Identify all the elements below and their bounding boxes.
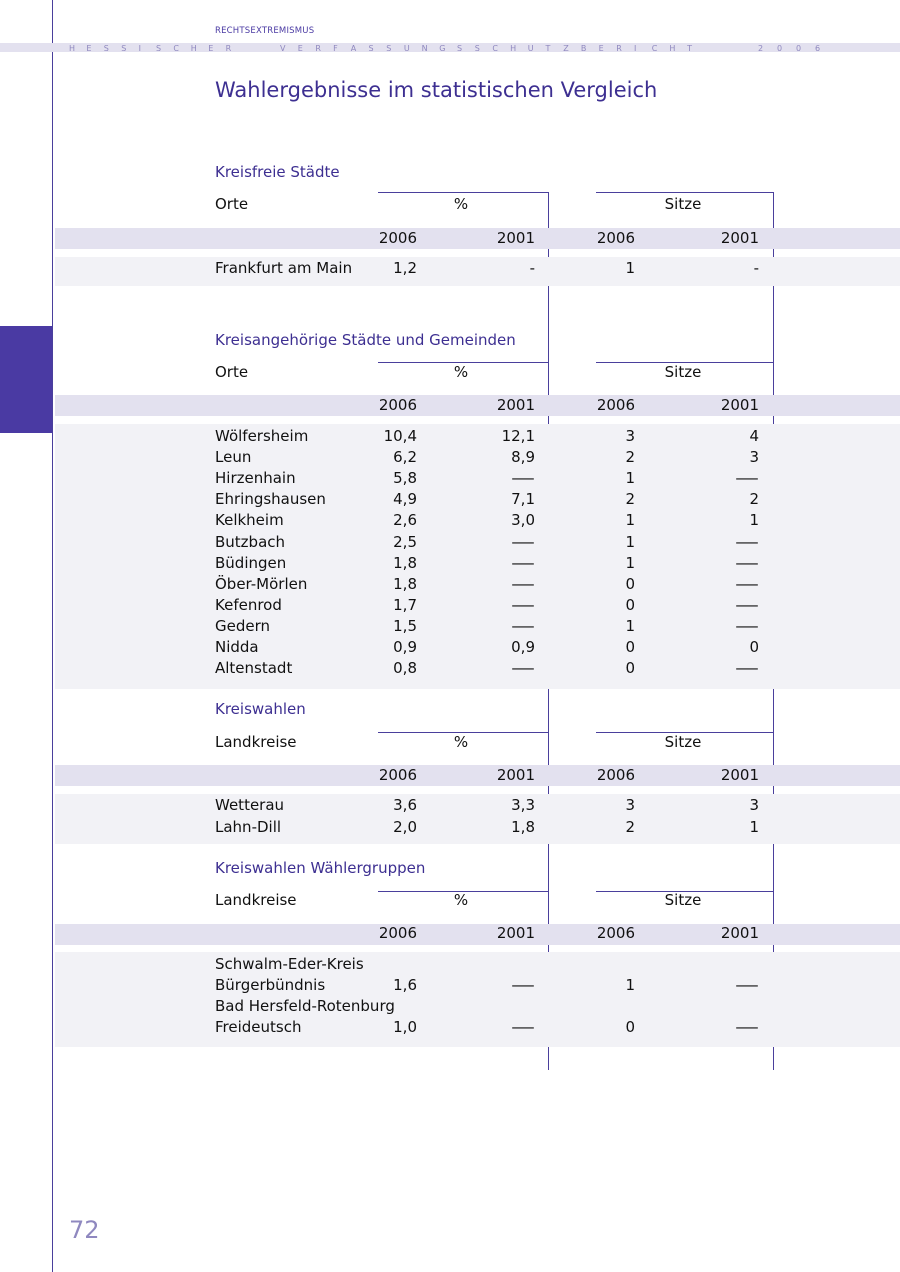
year-header: 2006 bbox=[596, 396, 635, 414]
row-value: 1 bbox=[625, 976, 635, 994]
series-title-letter: E bbox=[598, 44, 604, 53]
row-value: 3 bbox=[625, 796, 635, 814]
series-title-letter: G bbox=[439, 44, 446, 53]
year-header: 2001 bbox=[496, 924, 535, 942]
series-title-letter: H bbox=[510, 44, 517, 53]
not-available-dash: — bbox=[735, 617, 759, 635]
series-title-letter: 0 bbox=[796, 44, 802, 53]
row-value: 6,2 bbox=[393, 448, 417, 466]
row-value: 2,0 bbox=[393, 818, 417, 836]
row-value: - bbox=[753, 259, 759, 277]
section-title: Kreiswahlen Wählergruppen bbox=[215, 859, 426, 877]
year-header: 2006 bbox=[596, 229, 635, 247]
series-title-letter: S bbox=[156, 44, 162, 53]
row-label: Wetterau bbox=[215, 796, 285, 814]
row-value: 3,6 bbox=[393, 796, 417, 814]
row-label: Schwalm-Eder-Kreis bbox=[215, 955, 364, 973]
series-title-letter: V bbox=[280, 44, 286, 53]
chapter-tab bbox=[0, 326, 52, 433]
not-available-dash: — bbox=[511, 533, 535, 551]
row-label: Nidda bbox=[215, 638, 259, 656]
not-available-dash: — bbox=[735, 469, 759, 487]
row-value: 2 bbox=[625, 490, 635, 508]
row-value: 1,0 bbox=[393, 1018, 417, 1036]
year-header: 2006 bbox=[378, 766, 417, 784]
year-header: 2006 bbox=[596, 924, 635, 942]
row-value: 4,9 bbox=[393, 490, 417, 508]
running-head: RECHTSEXTREMISMUS bbox=[215, 26, 315, 36]
row-value: 1 bbox=[625, 533, 635, 551]
series-title-letter: I bbox=[138, 44, 141, 53]
series-title-letter: B bbox=[580, 44, 587, 53]
row-value: 0 bbox=[749, 638, 759, 656]
row-label: Kelkheim bbox=[215, 511, 284, 529]
series-title-letter: H bbox=[669, 44, 676, 53]
row-value: 0,9 bbox=[511, 638, 535, 656]
section-title: Kreisangehörige Städte und Gemeinden bbox=[215, 331, 516, 349]
row-label: Kefenrod bbox=[215, 596, 282, 614]
series-title-letter: R bbox=[225, 44, 232, 53]
label-column-header: Orte bbox=[215, 195, 249, 213]
series-title-letter: 2 bbox=[758, 44, 764, 53]
not-available-dash: — bbox=[735, 596, 759, 614]
row-value: 2 bbox=[749, 490, 759, 508]
pct-column-header: % bbox=[453, 363, 469, 381]
row-value: 2 bbox=[625, 818, 635, 836]
not-available-dash: — bbox=[511, 1018, 535, 1036]
row-value: 0,9 bbox=[393, 638, 417, 656]
row-value: 1,2 bbox=[393, 259, 417, 277]
seats-column-header: Sitze bbox=[664, 195, 702, 213]
year-header: 2001 bbox=[720, 924, 759, 942]
series-title-letter: 6 bbox=[815, 44, 821, 53]
row-label: Altenstadt bbox=[215, 659, 293, 677]
not-available-dash: — bbox=[511, 469, 535, 487]
not-available-dash: — bbox=[511, 976, 535, 994]
row-label: Butzbach bbox=[215, 533, 286, 551]
row-value: 0,8 bbox=[393, 659, 417, 677]
row-value: 1,6 bbox=[393, 976, 417, 994]
seats-column-header: Sitze bbox=[664, 363, 702, 381]
page-title: Wahlergebnisse im statistischen Vergleich bbox=[215, 78, 658, 102]
row-label: Frankfurt am Main bbox=[215, 259, 353, 277]
row-value: 1 bbox=[749, 511, 759, 529]
row-value: 0 bbox=[625, 659, 635, 677]
series-title-letter: H bbox=[69, 44, 76, 53]
row-value: 0 bbox=[625, 575, 635, 593]
row-label: Bad Hersfeld-Rotenburg bbox=[215, 997, 395, 1015]
row-value: 1,8 bbox=[393, 575, 417, 593]
row-value: 3,0 bbox=[511, 511, 535, 529]
row-label: Leun bbox=[215, 448, 252, 466]
year-header: 2001 bbox=[720, 396, 759, 414]
series-title-letter: Z bbox=[563, 44, 569, 53]
year-header: 2006 bbox=[378, 396, 417, 414]
pct-group-rule bbox=[378, 192, 549, 193]
year-header: 2001 bbox=[720, 766, 759, 784]
row-value: 3,3 bbox=[511, 796, 535, 814]
series-title-letter: S bbox=[386, 44, 392, 53]
seats-group-rule bbox=[596, 192, 774, 193]
series-title-letter: U bbox=[527, 44, 534, 53]
not-available-dash: — bbox=[511, 617, 535, 635]
series-title-letter: S bbox=[121, 44, 127, 53]
row-value: 1 bbox=[625, 511, 635, 529]
row-value: 2 bbox=[625, 448, 635, 466]
series-title-letter: 0 bbox=[777, 44, 783, 53]
row-value: 1,5 bbox=[393, 617, 417, 635]
not-available-dash: — bbox=[735, 659, 759, 677]
row-value: 1 bbox=[749, 818, 759, 836]
row-label: Bürgerbündnis bbox=[215, 976, 326, 994]
row-value: 3 bbox=[625, 427, 635, 445]
not-available-dash: — bbox=[511, 596, 535, 614]
series-title-letter: R bbox=[315, 44, 321, 53]
row-value: 1,8 bbox=[511, 818, 535, 836]
label-column-header: Landkreise bbox=[215, 733, 297, 751]
not-available-dash: — bbox=[735, 1018, 759, 1036]
series-title-letter: R bbox=[616, 44, 622, 53]
row-value: 8,9 bbox=[511, 448, 535, 466]
series-title-letter: S bbox=[368, 44, 374, 53]
row-label: Ehringshausen bbox=[215, 490, 326, 508]
year-header: 2001 bbox=[496, 229, 535, 247]
row-value: 0 bbox=[625, 638, 635, 656]
row-label: Büdingen bbox=[215, 554, 287, 572]
row-value: 7,1 bbox=[511, 490, 535, 508]
series-title-letter: E bbox=[297, 44, 303, 53]
row-value: 1 bbox=[625, 554, 635, 572]
not-available-dash: — bbox=[735, 976, 759, 994]
row-value: - bbox=[529, 259, 535, 277]
series-title-letter: E bbox=[208, 44, 214, 53]
margin-rule bbox=[52, 0, 53, 1272]
year-header: 2006 bbox=[596, 766, 635, 784]
series-title-letter: H bbox=[190, 44, 197, 53]
row-value: 2,5 bbox=[393, 533, 417, 551]
series-title-letter: T bbox=[687, 44, 692, 53]
seats-column-header: Sitze bbox=[664, 733, 702, 751]
row-value: 4 bbox=[749, 427, 759, 445]
year-header: 2006 bbox=[378, 229, 417, 247]
series-title-letter: S bbox=[103, 44, 109, 53]
seats-column-header: Sitze bbox=[664, 891, 702, 909]
not-available-dash: — bbox=[735, 575, 759, 593]
row-label: Lahn-Dill bbox=[215, 818, 282, 836]
series-title-letter: C bbox=[173, 44, 179, 53]
series-title-letter: S bbox=[474, 44, 480, 53]
series-title-letter: T bbox=[545, 44, 551, 53]
pct-column-header: % bbox=[453, 195, 469, 213]
row-value: 3 bbox=[749, 796, 759, 814]
series-title-letter: N bbox=[421, 44, 428, 53]
row-value: 1 bbox=[625, 617, 635, 635]
row-label: Hirzenhain bbox=[215, 469, 296, 487]
label-column-header: Orte bbox=[215, 363, 249, 381]
row-value: 3 bbox=[749, 448, 759, 466]
row-value: 1 bbox=[625, 469, 635, 487]
row-value: 12,1 bbox=[501, 427, 535, 445]
row-value: 10,4 bbox=[383, 427, 417, 445]
section-title: Kreisfreie Städte bbox=[215, 163, 340, 181]
row-value: 2,6 bbox=[393, 511, 417, 529]
series-title-letter: A bbox=[350, 44, 357, 53]
year-header: 2006 bbox=[378, 924, 417, 942]
year-header: 2001 bbox=[720, 229, 759, 247]
row-value: 0 bbox=[625, 596, 635, 614]
header-band bbox=[0, 43, 900, 52]
not-available-dash: — bbox=[735, 554, 759, 572]
series-title-letter: C bbox=[651, 44, 658, 53]
pct-column-header: % bbox=[453, 733, 469, 751]
series-title-letter: E bbox=[86, 44, 92, 53]
row-label: Öber-Mörlen bbox=[215, 575, 308, 593]
row-label: Gedern bbox=[215, 617, 271, 635]
year-header: 2001 bbox=[496, 396, 535, 414]
not-available-dash: — bbox=[511, 659, 535, 677]
row-value: 1,7 bbox=[393, 596, 417, 614]
row-value: 1 bbox=[625, 259, 635, 277]
pct-column-header: % bbox=[453, 891, 469, 909]
section-title: Kreiswahlen bbox=[215, 700, 306, 718]
year-header: 2001 bbox=[496, 766, 535, 784]
series-title-letter: U bbox=[403, 44, 410, 53]
row-label: Wölfersheim bbox=[215, 427, 309, 445]
series-title-letter: I bbox=[634, 44, 637, 53]
series-title-letter: F bbox=[333, 44, 338, 53]
row-value: 0 bbox=[625, 1018, 635, 1036]
not-available-dash: — bbox=[735, 533, 759, 551]
not-available-dash: — bbox=[511, 554, 535, 572]
series-title-letter: S bbox=[457, 44, 463, 53]
row-label: Freideutsch bbox=[215, 1018, 302, 1036]
not-available-dash: — bbox=[511, 575, 535, 593]
series-title-letter: C bbox=[492, 44, 498, 53]
row-value: 5,8 bbox=[393, 469, 417, 487]
row-value: 1,8 bbox=[393, 554, 417, 572]
label-column-header: Landkreise bbox=[215, 891, 297, 909]
page-number: 72 bbox=[69, 1216, 100, 1244]
